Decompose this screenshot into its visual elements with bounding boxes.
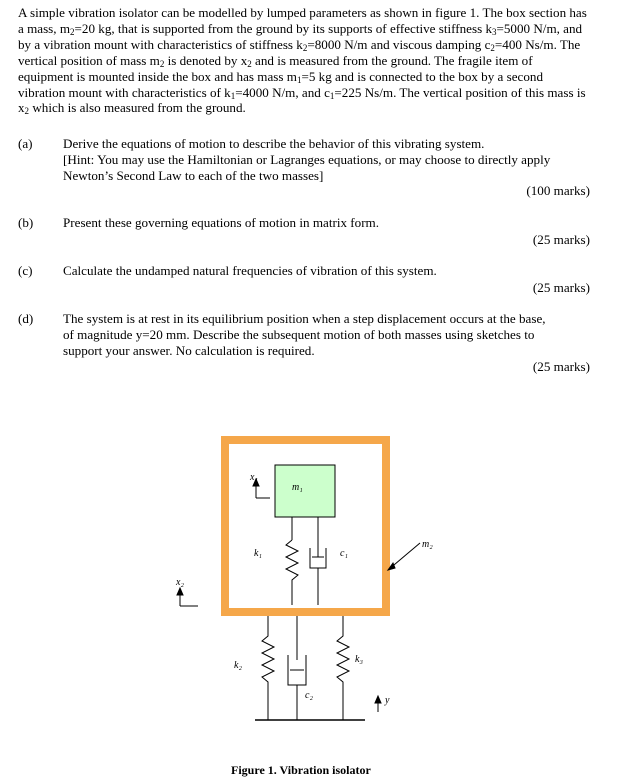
marks: (25 marks): [532, 232, 590, 247]
question-label: (b): [18, 215, 34, 230]
spring-k2: [262, 616, 274, 720]
question-line: Calculate the undamped natural frequencies of vibration of this system.: [63, 263, 437, 278]
label-m1: m₁: [292, 482, 303, 493]
question-line: Derive the equations of motion to describe the behavior of this vibrating system.: [63, 136, 485, 151]
question-line: Newton’s Second Law to each of the two masses]: [63, 167, 324, 183]
question-line: Present these governing equations of motion in matrix form.: [63, 215, 380, 230]
label-k2: k₂: [234, 660, 242, 671]
mass-m1: [275, 465, 335, 517]
label-m2: m₂: [422, 539, 433, 550]
label-k3: k₃: [355, 654, 363, 665]
question-line: support your answer. No calculation is required.: [63, 342, 315, 358]
figure-caption: Figure 1. Vibration isolator: [231, 763, 371, 777]
y-arrow: [375, 696, 381, 712]
spring-k3: [337, 616, 349, 720]
label-x1: x₁: [250, 472, 258, 483]
label-k1: k₁: [254, 548, 262, 559]
x2-arrow: [177, 588, 198, 606]
label-y: y: [385, 695, 390, 706]
question-line: [Hint: You may use the Hamiltonian or Lagranges equations, or may choose to directly apply: [63, 151, 551, 167]
question-label: (a): [18, 136, 33, 151]
label-c2: c₂: [305, 690, 313, 701]
marks: (100 marks): [526, 183, 590, 198]
damper-c2: [288, 616, 306, 720]
label-x2: x₂: [176, 577, 184, 588]
problem-text: A simple vibration isolator can be modelled by lumped parameters as shown in figure 1. The box section has a mass, $m_2=20$ kg, that is supported from the ground by its supports of effective stiffness $k_3=5000$ N/m, and by a vibration mount with characteristics of stiffness $k_2=8000$ N/m and viscous damping $c_2=400$ Ns/m. The vertical position of mass $m_2$ is denoted by $x_2$ and is measured from the ground. The fragile item of equipment is mounted inside the box and has mass $m_1=5$ kg and is connected to the box by a second vibration mount with characteristics of $k_1=4000$ N/m, and $c_1=225$ Ns/m. The vertical position of this mass is $x_2$ which is also measured from the ground.: [18, 5, 587, 117]
m2-pointer: [388, 543, 420, 570]
question-line: of magnitude y=20 mm. Describe the subsequent motion of both masses using sketches to: [63, 326, 535, 342]
label-c1: c₁: [340, 548, 348, 559]
marks: (25 marks): [532, 280, 590, 295]
marks: (25 marks): [532, 359, 590, 374]
question-label: (c): [18, 263, 33, 278]
spring-k1: [286, 540, 298, 605]
question-line: The system is at rest in its equilibrium position when a step displacement occurs at the base,: [63, 311, 546, 326]
damper-c1: [310, 540, 326, 605]
question-label: (d): [18, 311, 34, 326]
